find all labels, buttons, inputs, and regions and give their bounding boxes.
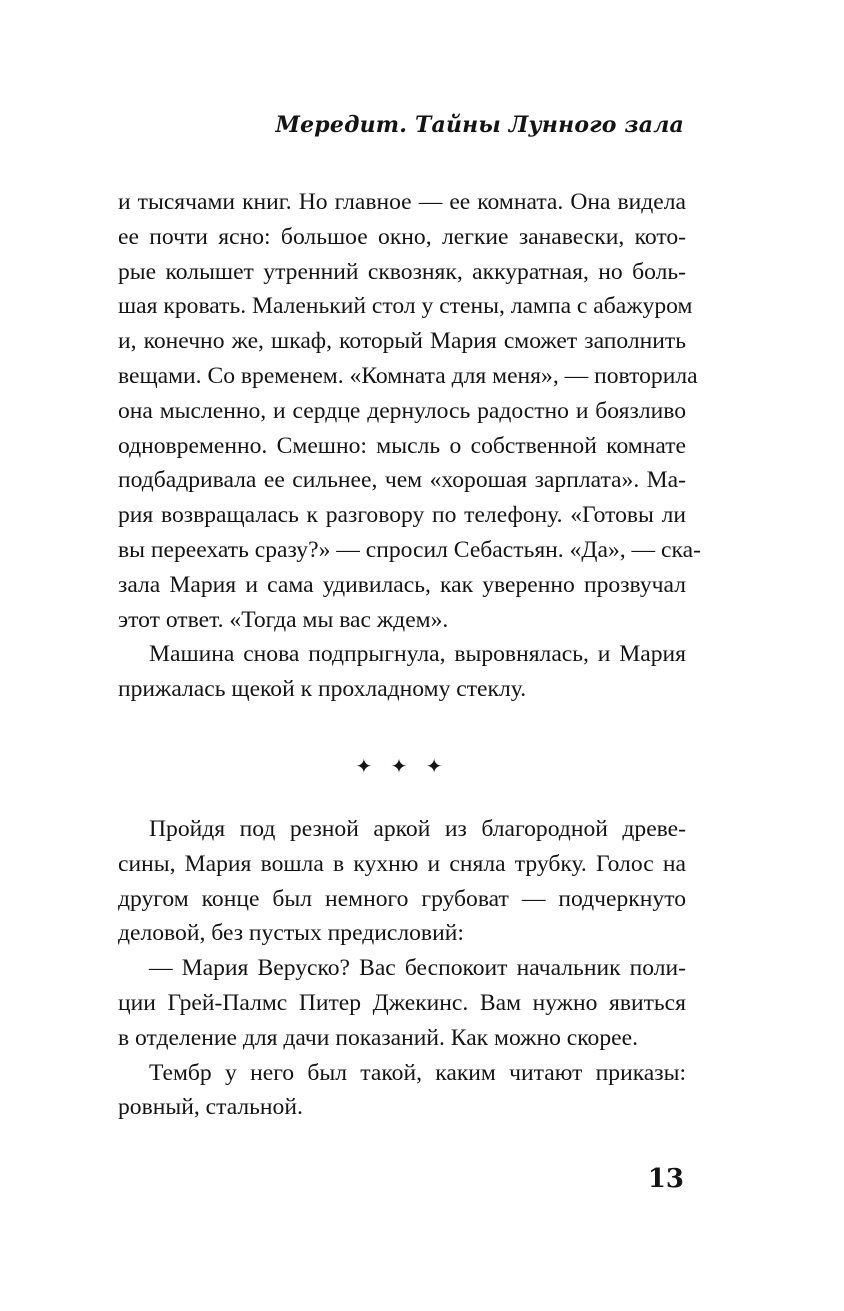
text-line: — Мария Веруско? Вас беспокоит начальник поли- xyxy=(149,955,686,982)
text-line: ции Грей-Палмс Питер Джекинс. Вам нужно явиться xyxy=(118,989,686,1016)
text-line: зала Мария и сама удивилась, как уверенно прозвучал xyxy=(118,571,686,598)
paragraph xyxy=(118,637,686,707)
text-line: она мысленно, и сердце дернулось радостно и боязливо xyxy=(118,397,686,424)
text-line: и, конечно же, шкаф, который Мария сможет заполнить xyxy=(118,328,686,355)
text-line: ее почти ясно: большое окно, легкие занавески, кото- xyxy=(118,223,686,250)
text-line: другом конце был немного грубоват — подчеркнуто xyxy=(118,885,686,912)
page-number: 13 xyxy=(647,1164,684,1194)
running-header: Мередит. Тайны Лунного зала xyxy=(275,112,684,138)
paragraph xyxy=(118,1056,686,1126)
text-line: Пройдя под резной аркой из благородной древе- xyxy=(149,816,686,842)
text-line: и тысячами книг. Но главное — ее комната. Она видела xyxy=(118,189,686,215)
text-block-bottom xyxy=(118,812,686,1125)
text-line: деловой, без пустых предисловий: xyxy=(118,920,464,947)
text-line: рия возвращалась к разговору по телефону. «Готовы ли xyxy=(118,502,686,529)
text-line: Тембр у него был такой, каким читают приказы: xyxy=(149,1059,686,1086)
scene-break-stars-icon: ✦ ✦ ✦ xyxy=(355,754,449,778)
text-line: этот ответ. «Тогда мы вас ждем». xyxy=(118,606,449,633)
text-line: в отделение для дачи показаний. Как можно скорее. xyxy=(118,1024,638,1051)
text-line: сины, Мария вошла в кухню и сняла трубку. Голос на xyxy=(118,850,686,877)
text-line: Машина снова подпрыгнула, выровнялась, и Мария xyxy=(149,641,686,668)
text-line: одновременно. Смешно: мысль о собственной комнате xyxy=(118,432,686,459)
dialogue-paragraph xyxy=(118,951,686,1055)
text-line: подбадривала ее сильнее, чем «хорошая зарплата». Ма- xyxy=(118,467,686,494)
text-line: шая кровать. Маленький стол у стены, лампа с абажуром xyxy=(118,293,693,320)
paragraph xyxy=(118,185,701,637)
paragraph xyxy=(118,812,686,951)
text-block-top xyxy=(118,185,701,707)
text-line: прижалась щекой к прохладному стеклу. xyxy=(118,676,527,703)
text-line: рые колышет утренний сквозняк, аккуратная, но боль- xyxy=(118,258,686,285)
text-line: ровный, стальной. xyxy=(118,1094,303,1121)
text-line: вещами. Со временем. «Комната для меня», — повторила xyxy=(118,362,698,389)
text-line: вы переехать сразу?» — спросил Себастьян. «Да», — ска- xyxy=(118,536,701,563)
